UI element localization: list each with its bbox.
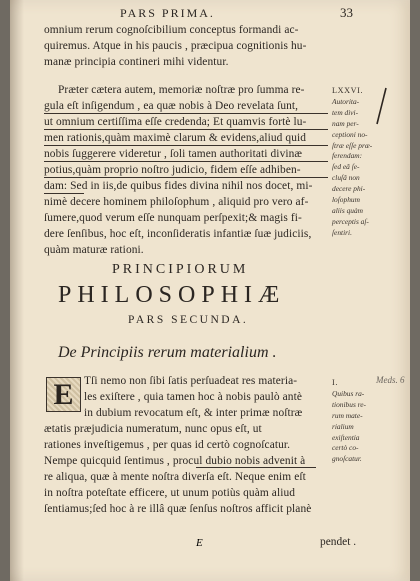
ink-underline xyxy=(196,467,316,468)
ink-underline xyxy=(44,145,328,146)
margin-line: exiſtentia xyxy=(332,432,360,442)
body-line: men rationis,quàm maximè clarum & evidens,aliud quid xyxy=(44,132,307,144)
margin-line: rialium xyxy=(332,421,354,431)
margin-note-2 xyxy=(332,378,366,465)
margin-line: ceptioni no- xyxy=(332,129,368,139)
body-line: gula eſt inſigendum , ea quæ nobis à Deo revelata ſunt, xyxy=(44,100,299,112)
body-line: dere ſenſibus, hoc eſt, inconſideratis infantiæ ſuæ judiciis, xyxy=(44,228,312,240)
body-line: nimè decere hominem philoſophum , aliquid pro vero af- xyxy=(44,196,309,208)
section-line: ſentiamus;ſed hoc à re illâ quæ ſenſus noſtros afficit planè xyxy=(44,503,312,515)
pencil-annotation: Meds. 6 xyxy=(376,375,405,385)
margin-line: rum mate- xyxy=(332,410,363,420)
margin-line: tionibus re- xyxy=(332,399,367,409)
body-line: potius,quàm proprio noſtro judicio, fidem eſſe adhiben- xyxy=(44,164,301,176)
section-line: Tſi nemo non ſibi ſatis perſuadeat res materia- xyxy=(84,375,298,387)
margin-line: Quibus ra- xyxy=(332,388,365,398)
section-line: ætatis præjudicia numeratum, nunc opus eſt, ut xyxy=(44,423,262,435)
book-title-line3: PARS SECUNDA. xyxy=(128,314,249,326)
body-line: Præter cætera autem, memoriæ noſtræ pro ſumma re- xyxy=(58,84,305,96)
catchword: pendet . xyxy=(320,536,357,548)
margin-line: Autorita- xyxy=(332,96,360,106)
margin-line: ſentiri. xyxy=(332,227,352,237)
margin-line: decere phi- xyxy=(332,184,366,194)
margin-line: perceptis aſ- xyxy=(332,216,369,226)
margin-line: ſed eâ ſe- xyxy=(332,162,360,172)
ink-mark xyxy=(374,86,390,126)
body-line: ſumere,quod verum eſſe nunquam perſpexit;& magis fi- xyxy=(44,212,302,224)
page-number: 33 xyxy=(340,5,353,20)
ink-underline xyxy=(44,129,328,130)
section-line: Nempe quicquid ſentimus , procul dubio nobis advenit à xyxy=(44,455,306,467)
margin-line: tem divi- xyxy=(332,107,359,117)
margin-line: certò co- xyxy=(332,443,359,453)
ink-underline xyxy=(44,177,328,178)
section-line: re aliqua, quæ à mente noſtra diverſa eſt. Neque enim eſt xyxy=(44,471,306,483)
ink-underline xyxy=(44,193,84,194)
section-line: rationes inveſtigemus , per quas id certò cognoſcatur. xyxy=(44,439,291,451)
margin-line: gnoſcatur. xyxy=(332,454,362,464)
body-line: quàm maturæ rationi. xyxy=(44,244,144,256)
binding-shadow xyxy=(10,0,24,581)
margin-line: loſophum xyxy=(332,195,360,205)
margin-line: nam per- xyxy=(332,118,359,128)
body-line: manæ principia contineri mihi videntur. xyxy=(44,56,229,68)
section-line: les exiſtere , quia tamen hoc à nobis paulò antè xyxy=(84,391,302,403)
margin-note-1 xyxy=(332,86,372,239)
body-line: quiremus. Atque in his paucis , præcipua cognitionis hu- xyxy=(44,40,307,52)
margin-note-number: I. xyxy=(332,378,338,387)
body-line: omnium rerum cognoſcibilium conceptus formandi ac- xyxy=(44,24,299,36)
margin-note-number: LXXVI. xyxy=(332,86,364,95)
margin-line: cluſâ non xyxy=(332,173,360,183)
margin-line: aliis quàm xyxy=(332,205,364,215)
ink-underline xyxy=(44,161,328,162)
decorated-initial: E xyxy=(46,377,81,412)
body-line: ut omnium certiſſima eſſe credenda; Et quamvis fortè lu- xyxy=(44,116,307,128)
book-title-line2: PHILOSOPHIÆ xyxy=(58,282,286,308)
section-line: in noſtra poteſtate efficere, ut unum potiùs quàm aliud xyxy=(44,487,296,499)
margin-line: ferendam: xyxy=(332,151,363,161)
signature-mark: E xyxy=(196,537,203,549)
body-line: nobis ſuggerere videretur , ſoli tamen authoritati divinæ xyxy=(44,148,303,160)
margin-line: ſtræ eſſe præ- xyxy=(332,140,373,150)
body-line: dam: Sed in iis,de quibus fides divina nihil nos docet, mi- xyxy=(44,180,313,192)
running-head: PARS PRIMA. xyxy=(120,6,215,20)
section-subtitle: De Principiis rerum materialium . xyxy=(58,344,277,361)
book-page xyxy=(10,0,410,581)
section-line: in dubium revocatum eſt, & inter primæ noſtræ xyxy=(84,407,303,419)
book-title-line1: PRINCIPIORUM xyxy=(112,262,249,277)
ink-underline xyxy=(44,113,328,114)
